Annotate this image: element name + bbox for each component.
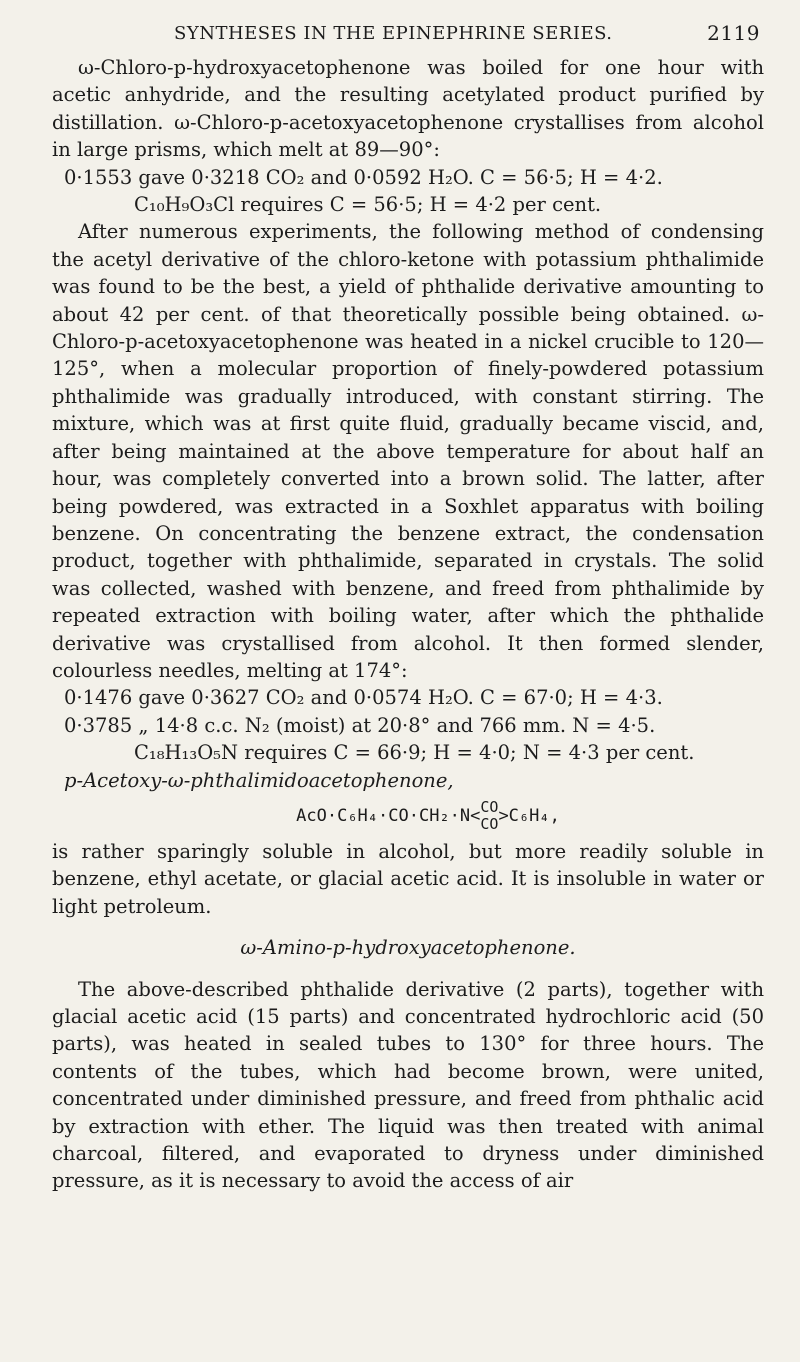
- paragraph-acetylation: ω-Chloro-p-hydroxyacetophenone was boiled for one hour with acetic anhydride, and the resulting acetylated product purified by distillation. ω-Chloro-p-acetoxyacetophenone crystallises from alcohol in large prisms, which melt at 89—90°:: [52, 56, 764, 162]
- running-header: [150, 20, 760, 50]
- running-title: SYNTHESES IN THE EPINEPHRINE SERIES.: [174, 23, 613, 44]
- paragraph-solubility: is rather sparingly soluble in alcohol, but more readily soluble in benzene, ethyl acetate, or glacial acetic acid. It is insoluble in water or light petroleum.: [52, 839, 764, 918]
- formula-requirement: C₁₈H₁₃O₅N requires C = 66·9; H = 4·0; N = 4·3 per cent.: [134, 741, 695, 765]
- article-body: [52, 54, 764, 1195]
- structure-right: >C₆H₄,: [498, 805, 560, 826]
- structural-formula: [52, 794, 764, 838]
- structure-bottom: CO: [480, 814, 499, 833]
- structure-fraction: [480, 799, 498, 833]
- analysis-line: 0·3785 „ 14·8 c.c. N₂ (moist) at 20·8° and 766 mm. N = 4·5.: [64, 713, 656, 737]
- formula-requirement: C₁₀H₉O₃Cl requires C = 56·5; H = 4·2 per cent.: [134, 193, 602, 217]
- structure-top: CO: [480, 797, 499, 816]
- paragraph-condensation: After numerous experiments, the following method of condensing the acetyl derivative of the chloro-ketone with potassium phthalimide was found to be the best, a yield of phthalide derivative amounting to about 42 per cent. of that theoretically possible being obtained. ω-Chloro-p-acetoxyacetophenone was heated in a nickel crucible to 120—125°, when a molecular proportion of finely-powdered potassium phthalimide was gradually introduced, with constant stirring. The mixture, which was at first quite fluid, gradually became viscid, and, after being maintained at the above temperature for about half an hour, was completely converted into a brown solid. The latter, after being powdered, was extracted in a Soxhlet apparatus with boiling benzene. On concentrating the benzene extract, the condensation product, together with phthalimide, separated in crystals. The solid was collected, washed with benzene, and freed from phthalimide by repeated extraction with boiling water, after which the phthalide derivative was crystallised from alcohol. It then formed slender, colourless needles, melting at 174°:: [52, 220, 764, 682]
- analysis-line: 0·1553 gave 0·3218 CO₂ and 0·0592 H₂O. C = 56·5; H = 4·2.: [64, 165, 663, 189]
- paragraph-hydrolysis: The above-described phthalide derivative (2 parts), together with glacial acetic acid (15 parts) and concentrated hydrochloric acid (50 parts), was heated in sealed tubes to 130° for three hours. The contents of the tubes, which had become brown, were united, concentrated under diminished pressure, and freed from phthalic acid by extraction with ether. The liquid was then treated with animal charcoal, filtered, and evaporated to dryness under diminished pressure, as it is necessary to avoid the access of air: [52, 977, 764, 1193]
- compound-name: p-Acetoxy-ω-phthalimidoacetophenone,: [64, 768, 454, 792]
- analysis-line: 0·1476 gave 0·3627 CO₂ and 0·0574 H₂O. C = 67·0; H = 4·3.: [64, 686, 663, 710]
- section-heading: ω-Amino-p-hydroxyacetophenone.: [240, 936, 576, 960]
- page-number: 2119: [707, 21, 760, 45]
- structure-left: AcO·C₆H₄·CO·CH₂·N<: [296, 805, 481, 826]
